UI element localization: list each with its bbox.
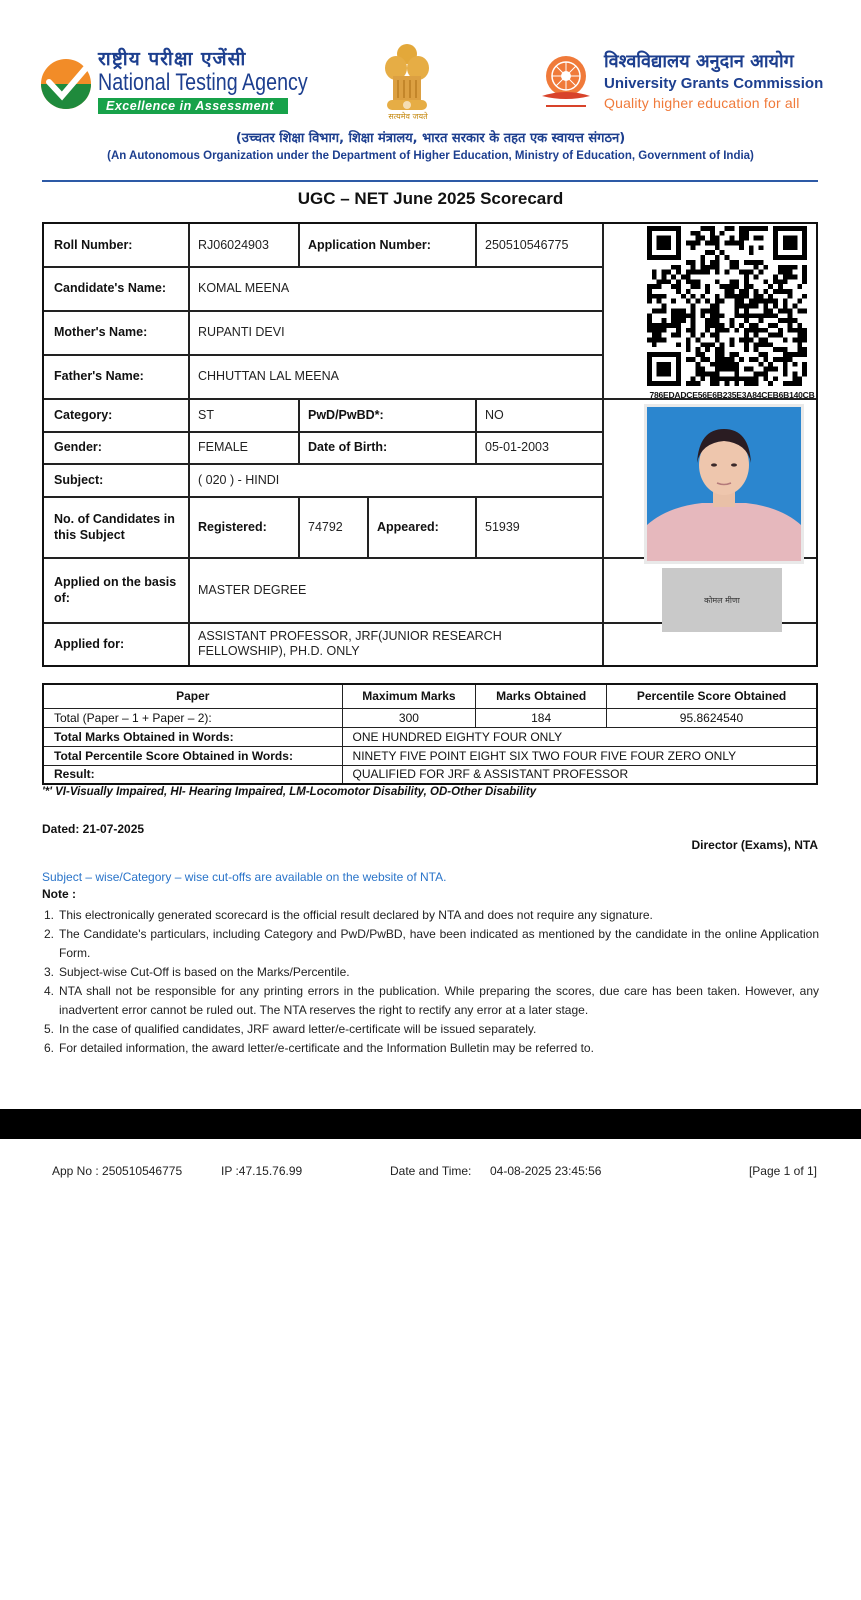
list-item	[44, 1020, 819, 1039]
gender-label: Gender:	[54, 440, 102, 454]
candidate-name-label: Candidate's Name:	[54, 281, 167, 295]
note-text: This electronically generated scorecard is the official result declared by NTA and does not require any signature.	[59, 908, 653, 922]
appeared-value: 51939	[485, 519, 520, 534]
page-title: UGC – NET June 2025 Scorecard	[297, 189, 564, 208]
ugc-tagline: Quality higher education for all	[604, 95, 800, 111]
header-paper: Paper	[43, 684, 342, 708]
application-number-value: 250510546775	[485, 238, 569, 252]
applied-for-value: ASSISTANT PROFESSOR, JRF(JUNIOR RESEARCH FELLOWSHIP), PH.D. ONLY	[198, 628, 502, 658]
candidate-info-table	[42, 222, 818, 667]
category-label: Category:	[54, 407, 113, 422]
subject-label: Subject:	[54, 472, 104, 487]
mother-name-value: RUPANTI DEVI	[198, 325, 285, 339]
notes-list	[44, 906, 819, 1058]
note-text: NTA shall not be responsible for any printing errors in the publication. While preparing the scores, due care has been taken. However, any inadvertent error cannot be ruled out. The NTA reserves the right to rectify any error at a later stage.	[59, 984, 819, 1017]
dob-value: 05-01-2003	[485, 440, 549, 454]
registered-value: 74792	[308, 519, 343, 534]
header-maximum-marks: Maximum Marks	[342, 684, 476, 708]
ugc-english-name: University Grants Commission	[604, 75, 824, 92]
director-signature-text: Director (Exams), NTA	[691, 838, 818, 852]
percentile-words-label: Total Percentile Score Obtained in Words:	[43, 746, 342, 765]
list-item	[44, 925, 819, 963]
ugc-hindi-name: विश्वविद्यालय अनुदान आयोग	[604, 51, 794, 72]
note-text: The Candidate's particulars, including Category and PwD/PwBD, have been indicated as mentioned by the candidate in the online Application Form.	[59, 927, 819, 960]
list-item	[44, 982, 819, 1020]
marks-obtained-value: 184	[476, 708, 607, 727]
percentile-words-value: NINETY FIVE POINT EIGHT SIX TWO FOUR FIVE FOUR ZERO ONLY	[342, 746, 817, 765]
page-header	[0, 0, 861, 180]
col-divider	[602, 224, 604, 665]
note-text: Subject-wise Cut-Off is based on the Marks/Percentile.	[59, 965, 350, 979]
father-name-value: CHHUTTAN LAL MEENA	[198, 369, 339, 383]
footer-page-number: [Page 1 of 1]	[748, 1164, 817, 1178]
emblem-motto: सत्यमेव जयते	[388, 112, 428, 121]
note-number: 4.	[44, 984, 55, 998]
qr-code-text: 786EDADCE56E6B235E3A84CEB6B140CB	[649, 390, 815, 400]
footer-app-no: App No : 250510546775	[52, 1164, 183, 1178]
father-name-label: Father's Name:	[54, 369, 144, 383]
table-row	[43, 727, 817, 746]
footer-ip: IP :47.15.76.99	[221, 1164, 303, 1178]
candidate-photo	[644, 404, 804, 564]
subject-value: ( 020 ) - HINDI	[198, 472, 280, 487]
list-item	[44, 1039, 819, 1058]
dob-label: Date of Birth:	[308, 440, 388, 454]
pwd-value: NO	[485, 407, 504, 422]
note-text: For detailed information, the award letter/e-certificate and the Information Bulletin may be referred to.	[59, 1041, 594, 1055]
qr-code-icon	[642, 226, 812, 386]
marks-words-value: ONE HUNDRED EIGHTY FOUR ONLY	[342, 727, 817, 746]
candidate-name-value: KOMAL MEENA	[198, 281, 290, 295]
applied-basis-label: Applied on the basis of:	[54, 574, 177, 605]
ugc-logo-icon	[538, 52, 594, 112]
table-row	[43, 765, 817, 784]
disability-footnote: '*' VI-Visually Impaired, HI- Hearing Impaired, LM-Locomotor Disability, OD-Other Disability	[42, 786, 537, 798]
header-marks-obtained: Marks Obtained	[476, 684, 607, 708]
marks-header-row	[43, 684, 817, 708]
note-number: 6.	[44, 1041, 55, 1055]
note-number: 3.	[44, 965, 55, 979]
note-text: In the case of qualified candidates, JRF award letter/e-certificate will be issued separately.	[59, 1022, 537, 1036]
pwd-label: PwD/PwBD*:	[308, 407, 384, 422]
footer-datetime: 04-08-2025 23:45:56	[490, 1164, 602, 1178]
total-paper-label: Total (Paper – 1 + Paper – 2):	[43, 708, 342, 727]
registered-label: Registered:	[198, 519, 267, 534]
note-heading: Note :	[42, 887, 76, 901]
cutoff-notice-link[interactable]: Subject – wise/Category – wise cut-offs are available on the website of NTA.	[42, 870, 447, 884]
maximum-marks-value: 300	[342, 708, 476, 727]
roll-number-value: RJ06024903	[198, 238, 269, 252]
header-percentile: Percentile Score Obtained	[607, 684, 817, 708]
header-divider	[42, 180, 818, 182]
footer-datetime-label: Date and Time:	[390, 1164, 472, 1178]
nta-branding	[98, 48, 354, 115]
candidate-signature: कोमल मीणा	[662, 568, 782, 632]
note-number: 1.	[44, 908, 55, 922]
marks-words-label: Total Marks Obtained in Words:	[43, 727, 342, 746]
candidates-count-label: No. of Candidates in this Subject	[54, 511, 175, 542]
result-label: Result:	[43, 765, 342, 784]
mother-name-label: Mother's Name:	[54, 325, 148, 339]
nta-english-name: National Testing Agency	[98, 69, 308, 96]
person-photo-icon	[647, 407, 801, 561]
nta-hindi-name: राष्ट्रीय परीक्षा एजेंसी	[98, 48, 247, 70]
percentile-value: 95.8624540	[607, 708, 817, 727]
category-value: ST	[198, 407, 214, 422]
marks-table	[42, 683, 818, 785]
table-row	[43, 746, 817, 765]
roll-number-label: Roll Number:	[54, 238, 133, 252]
nta-tagline: Excellence in Assessment	[98, 98, 288, 114]
application-number-label: Application Number:	[308, 238, 431, 252]
list-item	[44, 906, 819, 925]
nta-logo-icon	[40, 58, 92, 110]
applied-basis-value: MASTER DEGREE	[198, 582, 307, 597]
appeared-label: Appeared:	[377, 519, 439, 534]
table-row	[43, 708, 817, 727]
gender-value: FEMALE	[198, 440, 249, 454]
autonomous-org-hindi: (उच्चतर शिक्षा विभाग, शिक्षा मंत्रालय, भारत सरकार के तहत एक स्वायत्त संगठन)	[235, 131, 626, 146]
result-value: QUALIFIED FOR JRF & ASSISTANT PROFESSOR	[342, 765, 817, 784]
list-item	[44, 963, 819, 982]
note-number: 2.	[44, 927, 55, 941]
ugc-branding	[604, 50, 823, 112]
applied-for-label: Applied for:	[54, 636, 125, 651]
note-number: 5.	[44, 1022, 55, 1036]
dated-text: Dated: 21-07-2025	[42, 822, 145, 836]
page-separator-bar	[0, 1109, 861, 1139]
autonomous-org-english: (An Autonomous Organization under the Department of Higher Education, Ministry of Education, Government of India)	[107, 150, 754, 162]
